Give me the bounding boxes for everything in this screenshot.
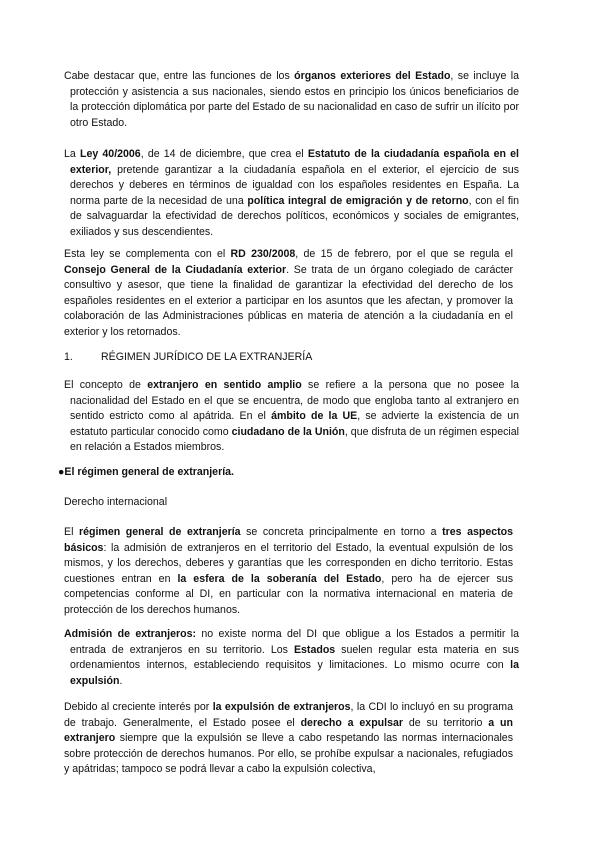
paragraph-admision-extranjeros: [64, 627, 519, 689]
text-run: , con el fin de salvaguardar la efectividad de derechos políticos, económicos y sociales de emigrantes, exiliados y sus descendientes.: [70, 194, 520, 238]
section-heading: [64, 350, 513, 366]
paragraph-rd-230-2008: [64, 247, 513, 341]
text-run: , de 15 de febrero, por el que se regula el: [295, 248, 513, 260]
section-title: RÉGIMEN JURÍDICO DE LA EXTRANJERÍA: [101, 351, 313, 363]
bold-phrase: política integral de emigración y de retorno: [247, 194, 469, 207]
text-run: , de 14 de diciembre, que crea el: [140, 148, 308, 160]
bold-phrase: extranjero en sentido amplio: [147, 379, 302, 391]
paragraph-ley-40-2006: [64, 147, 519, 241]
text-run: se concreta principalmente en torno a: [240, 526, 443, 538]
bold-phrase: Admisión de extranjeros:: [64, 628, 197, 640]
bold-phrase: ámbito de la UE: [271, 410, 358, 423]
text-run: , se incluye la protección y asistencia a sus nacionales, siendo estos en principio los únicos beneficiarios de la protección diplomática por parte del Estado de su nacionalidad en caso de sufrir un ilícito por otro Estado.: [70, 70, 519, 129]
bullet-heading: ●El régimen general de extranjería.: [58, 466, 234, 478]
text-run: pretende garantizar a la ciudadanía española en el exterior, el ejercicio de sus derechos y deberes en términos de igualdad con los españoles residentes en España. La norma parte de la necesidad de una: [70, 163, 519, 207]
bold-phrase: derecho a expulsar: [300, 716, 403, 729]
text-run: Cabe destacar que, entre las funciones de los: [64, 70, 295, 82]
bold-phrase: Estados: [293, 643, 336, 656]
text-run: El concepto de: [64, 379, 148, 391]
text-run: se refiere a la persona que no posee la nacionalidad del Estado en el que se encuentra, de modo que engloba tanto al extranjero en sentido estricto como al apátrida. En el: [70, 379, 520, 423]
bold-phrase: la expulsión: [70, 659, 519, 687]
text-run: siempre que la expulsión se lleve a cabo respetando las normas internacionales sobre protección de derechos humanos. Por ello, se prohíbe expulsar a nacionales, refugiados y apátridas; tampoco se podrá llevar a cabo la expulsión colectiva,: [64, 732, 513, 776]
text-run: de su territorio: [402, 716, 489, 729]
paragraph-concepto-extranjero: [64, 378, 519, 456]
bold-phrase: a un extranjero: [64, 716, 513, 745]
text-run: : la admisión de extranjeros en el territorio del Estado, la eventual expulsión de los mismos, y los derechos, deberes y garantías que les corresponden en dicho territorio. Estas cuestiones entran en: [64, 541, 513, 585]
text-run: suelen regular esta materia en sus ordenamientos internos, estableciendo requisitos y limitaciones. Lo mismo ocurre con: [70, 643, 519, 672]
text-run: Esta ley se complementa con el: [64, 248, 231, 260]
paragraph-expulsion: [64, 700, 513, 778]
text-run: , que disfruta de un régimen especial en relación a Estados miembros.: [70, 425, 519, 454]
section-number: 1.: [64, 351, 73, 363]
bold-phrase: órganos exteriores del Estado: [294, 70, 451, 82]
bold-phrase: Ley 40/2006: [79, 148, 141, 160]
bold-phrase: tres aspectos básicos: [64, 526, 514, 554]
text-run: El: [64, 526, 79, 538]
text-run: .: [119, 674, 123, 687]
text-run: Debido al creciente interés por: [64, 701, 213, 713]
paragraph-regimen-general: [64, 525, 513, 619]
bold-phrase: RD 230/2008: [230, 248, 296, 260]
bold-phrase: Consejo General de la Ciudadanía exterior: [64, 263, 287, 276]
text-run: La: [64, 148, 80, 160]
subheading-derecho-internacional: Derecho internacional: [64, 496, 168, 508]
text-run: , se advierte la existencia de un estatuto particular conocido como: [70, 410, 519, 438]
bold-phrase: ciudadano de la Unión: [231, 425, 345, 438]
bold-phrase: la esfera de la soberanía del Estado: [177, 572, 382, 585]
bold-phrase: régimen general de extranjería: [79, 526, 241, 538]
text-run: no existe norma del DI que obligue a los Estados a permitir la entrada de extranjeros en su territorio. Los: [70, 628, 520, 656]
text-run: , pero ha de ejercer sus competencias conforme al DI, en particular con la normativa internacional en materia de protección de los derechos humanos.: [64, 572, 513, 616]
paragraph-organos-exteriores: [64, 69, 519, 131]
bold-phrase: la expulsión de extranjeros: [212, 701, 351, 713]
text-run: . Se trata de un órgano colegiado de carácter consultivo y asesor, que tiene la finalidad de garantizar la efectividad del derecho de los españoles residentes en el exterior a participar en los asuntos que les afectan, y promover la colaboración de las Administraciones públicas en materia de atención a la ciudadanía en el exterior y los retornados.: [64, 263, 513, 338]
text-run: , la CDI lo incluyó en su programa de trabajo. Generalmente, el Estado posee el: [64, 701, 514, 729]
bold-phrase: Estatuto de la ciudadanía española en el exterior,: [70, 148, 519, 176]
